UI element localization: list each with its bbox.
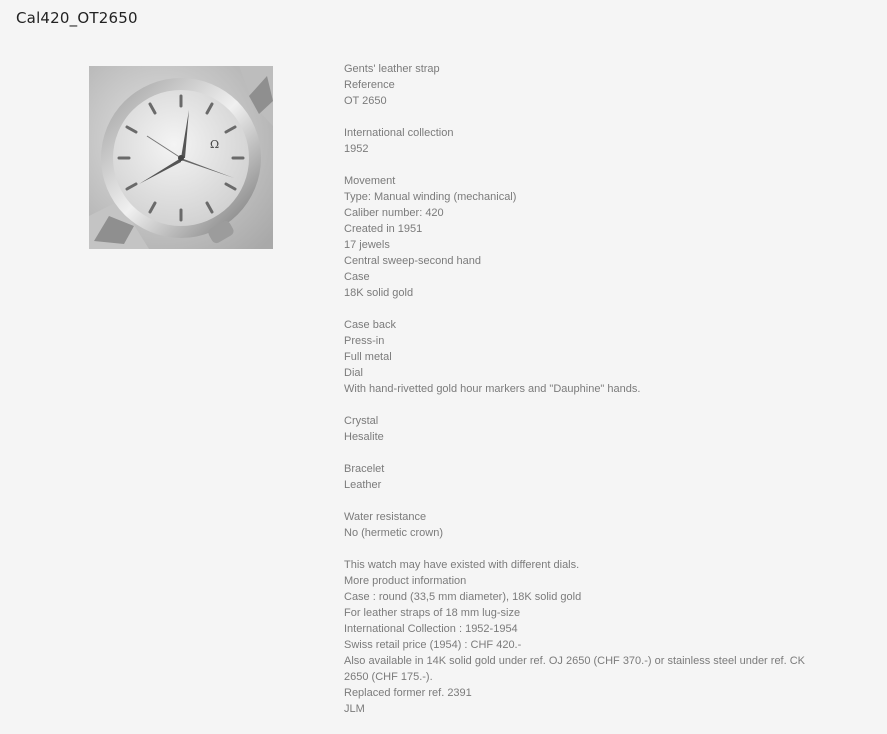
spacer xyxy=(344,541,814,557)
spacer xyxy=(344,493,814,509)
detail-water-label: Water resistance xyxy=(344,511,427,523)
detail-caliber: Caliber number: 420 xyxy=(344,207,444,219)
spacer xyxy=(344,397,814,413)
spacer xyxy=(344,157,814,173)
detail-case-material: 18K solid gold xyxy=(344,287,414,299)
detail-case-label: Case xyxy=(344,271,370,283)
detail-created: Created in 1951 xyxy=(344,223,423,235)
detail-strap-size: For leather straps of 18 mm lug-size xyxy=(344,607,521,619)
spacer xyxy=(344,109,814,125)
detail-dial-label: Dial xyxy=(344,367,363,379)
detail-bracelet-label: Bracelet xyxy=(344,463,385,475)
detail-collection-label: International collection xyxy=(344,127,454,139)
detail-author: JLM xyxy=(344,703,365,715)
detail-caseback-type: Press-in xyxy=(344,335,385,347)
detail-reference-label: Reference xyxy=(344,79,395,91)
detail-retail-price: Swiss retail price (1954) : CHF 420.- xyxy=(344,639,522,651)
svg-text:Ω: Ω xyxy=(210,138,220,151)
detail-caseback-label: Case back xyxy=(344,319,396,331)
detail-crystal-label: Crystal xyxy=(344,415,379,427)
detail-jewels: 17 jewels xyxy=(344,239,390,251)
detail-crystal-value: Hesalite xyxy=(344,431,384,443)
detail-reference-value: OT 2650 xyxy=(344,95,387,107)
watch-photo xyxy=(89,66,273,249)
spacer xyxy=(344,445,814,461)
detail-case-info: Case : round (33,5 mm diameter), 18K solid gold xyxy=(344,591,582,603)
detail-movement-label: Movement xyxy=(344,175,396,187)
detail-dial-description: With hand-rivetted gold hour markers and "Dauphine" hands. xyxy=(344,383,641,395)
detail-collection-range: International Collection : 1952-1954 xyxy=(344,623,518,635)
watch-details xyxy=(344,61,814,717)
detail-bracelet-value: Leather xyxy=(344,479,382,491)
watch-illustration xyxy=(89,66,273,249)
detail-variants: Also available in 14K solid gold under ref. OJ 2650 (CHF 370.-) or stainless steel under ref. CK 2650 (CHF 175.-). xyxy=(344,655,806,683)
spacer xyxy=(344,301,814,317)
detail-strap: Gents' leather strap xyxy=(344,63,440,75)
detail-more-info: More product information xyxy=(344,575,467,587)
detail-dials-note: This watch may have existed with different dials. xyxy=(344,559,580,571)
detail-collection-year: 1952 xyxy=(344,143,369,155)
detail-second-hand: Central sweep-second hand xyxy=(344,255,481,267)
detail-replaced: Replaced former ref. 2391 xyxy=(344,687,472,699)
detail-movement-type: Type: Manual winding (mechanical) xyxy=(344,191,517,203)
detail-water-value: No (hermetic crown) xyxy=(344,527,444,539)
page-title: Cal420_OT2650 xyxy=(16,9,138,27)
detail-caseback-metal: Full metal xyxy=(344,351,392,363)
